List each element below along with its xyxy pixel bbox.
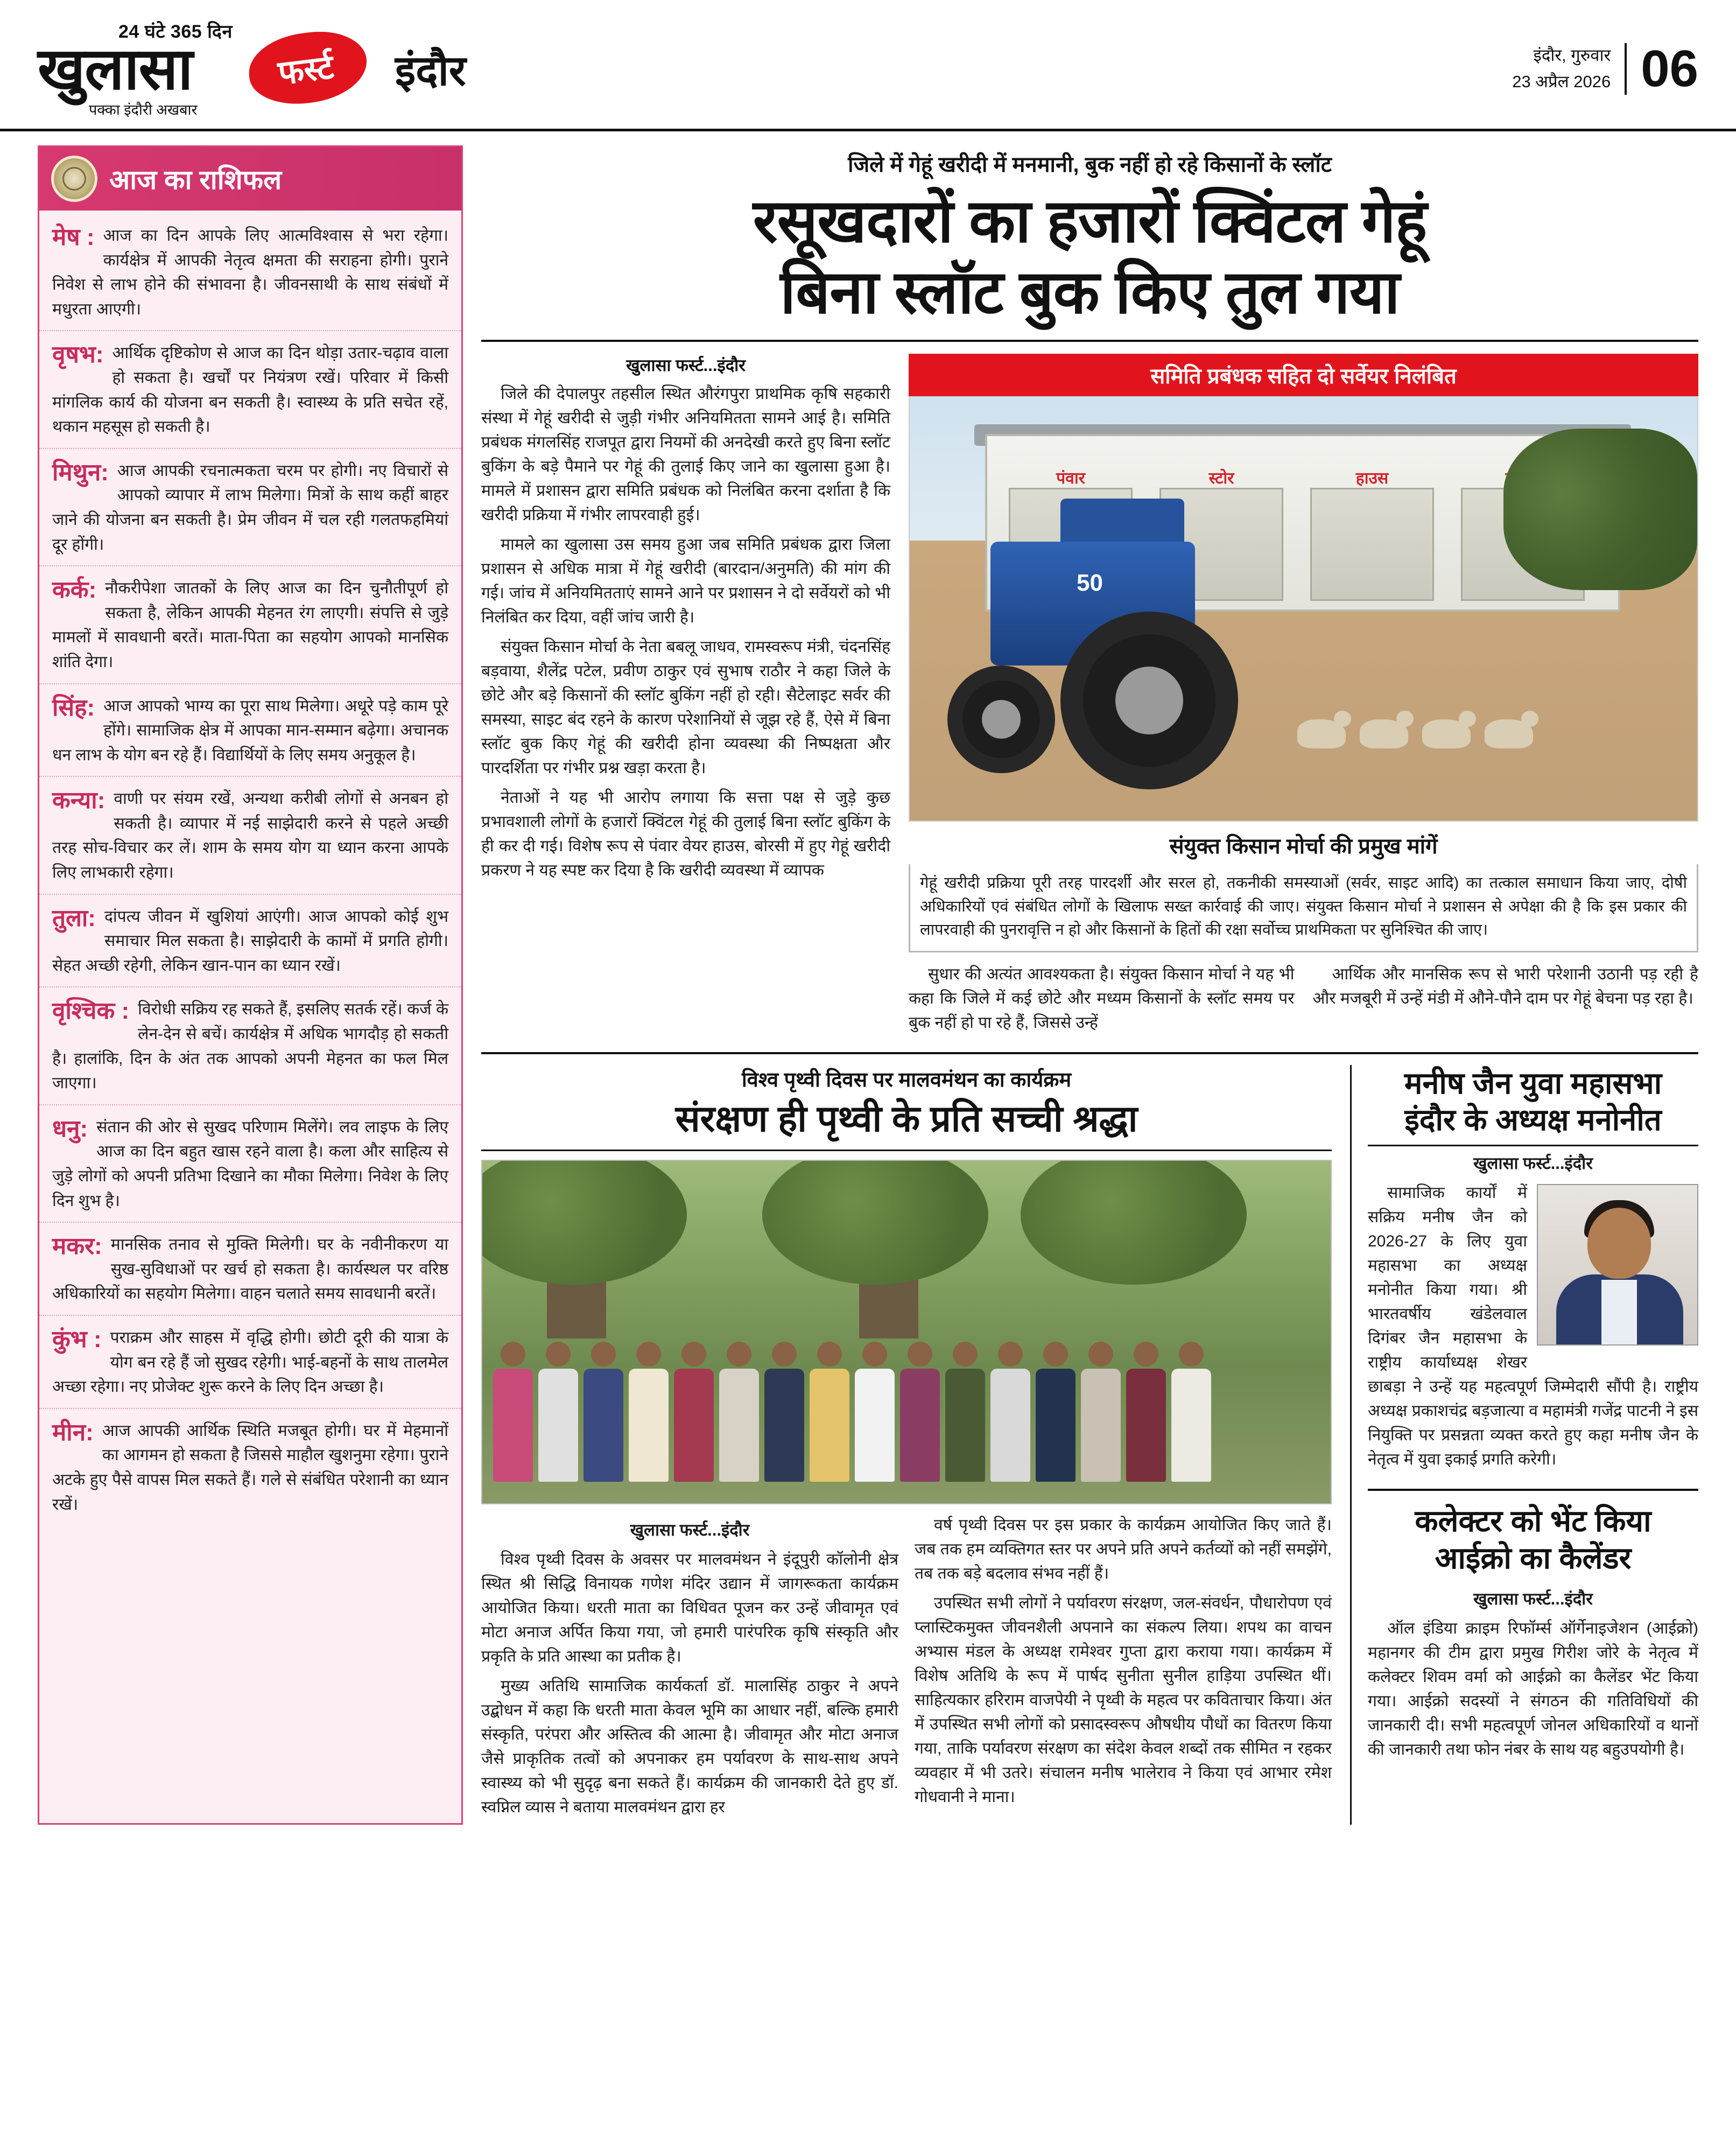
person-torso [629,1369,669,1482]
dateline-place: इंदौर, गुरुवार [1533,46,1611,65]
lead-continuation [481,952,1698,1040]
earth-day-paragraph: उपस्थित सभी लोगों ने पर्यावरण संरक्षण, जल-संवर्धन, पौधारोपण एवं प्लास्टिकमुक्त जीवनशैली अपनाने का संकल्प लिया। शपथ का वाचन अभ्यास मंडल के अध्यक्ष रामेश्वर गुप्ता द्वारा कराया गया। कार्यक्रम में विशेष अतिथि के रूप में पार्षद सुनीता सुनील हाड़िया उपस्थित थीं। साहित्यकार हरिराम वाजपेयी ने पृथ्वी के महत्व पर कविताचार किया। अंत में उपस्थित सभी लोगों को प्रसादस्वरूप औषधीय पौधों का वितरण किया गया, ताकि पर्यावरण संरक्षण का संदेश केवल शब्दों तक सीमित न रहकर व्यवहार में भी उतरे। संचालन मनीष भालेराव ने किया एवं आभार रमेश गोधवानी ने माना। [915,1594,1332,1806]
spacer-column [481,962,890,1040]
lead-paragraph: संयुक्त किसान मोर्चा के नेता बबलू जाधव, रामस्वरूप मंत्री, चंदनसिंह बड़वाया, शैलेंद्र पटेल, प्रवीण ठाकुर एवं सुभाष राठौर ने कहा जिले के छोटे और बड़े किसानों की स्लॉट बुकिंग नहीं हो रही। सैटेलाइट सर्वर की समस्या, साइट बंद रहने के कारण परेशानियों से जूझ रहे हैं, ऐसे में बिना स्लॉट बुक किए गेहूं की खरीदी होना व्यवस्था की निष्पक्षता और पारदर्शिता पर गंभीर प्रश्न खड़ा करता है। [481,638,890,777]
person-torso [674,1369,714,1482]
collector-headline [1368,1489,1698,1582]
lead-paragraph: नेताओं ने यह भी आरोप लगाया कि सत्ता पक्ष से जुड़े कुछ प्रभावशाली लोगों के हजारों क्विंटल गेहूं की तुलाई बिना स्लॉट बुकिंग के ही कर दी गई। विशेष रूप से पंवार वेयर हाउस, बोरसी में हुए गेहूं खरीदी प्रकरण ने यह स्पष्ट कर दिया है कि खरीदी व्यवस्था में व्यापक [481,789,890,880]
lead-photo [909,396,1698,822]
portrait-shirt [1601,1280,1637,1346]
horoscope-sign: तुला: [52,905,96,931]
lead-text-column [481,354,890,952]
horoscope-sign: कन्या: [52,787,106,814]
person-torso [538,1369,578,1482]
page-number: 06 [1625,43,1698,95]
lead-kicker: जिले में गेहूं खरीदी में मनमानी, बुक नहीं हो रहे किसानों के स्लॉट [848,153,1332,177]
earth-day-columns [481,1504,1332,1825]
photo-red-caption: समिति प्रबंधक सहित दो सर्वेयर निलंबित [909,354,1698,396]
tree-canopy [762,1160,988,1285]
person [855,1342,895,1482]
lead-headline-line1: रसूखदारों का हजारों क्विंटल गेहूं [753,187,1427,255]
person [1126,1342,1166,1482]
person-head [1179,1342,1204,1367]
list-item [39,987,461,1105]
person-torso [1126,1369,1166,1482]
horoscope-text: आज का दिन आपके लिए आत्मविश्वास से भरा रहेगा। कार्यक्षेत्र में आपकी नेतृत्व क्षमता की सराहना होगी। पुराने निवेश से लाभ होने की संभावना है। जीवनसाथी के साथ संबंधों में मधुरता आएगी। [52,227,448,318]
lead-paragraph: जिले की देपालपुर तहसील स्थित औरंगपुरा प्राथमिक कृषि सहकारी संस्था में गेहूं खरीदी से जुड़ी गंभीर अनियमितता सामने आई है। समिति प्रबंधक मंगलसिंह राजपूत द्वारा नियमों की अनदेखी करते हुए बिना स्लॉट बुकिंग के बड़े पैमाने पर गेहूं की तुलाई किए जाने का खुलासा हुआ है। मामले में प्रशासन द्वारा समिति प्रबंधक को निलंबित करना दर्शाता है कि खरीदी प्रक्रिया में गंभीर लापरवाही हुई। [481,385,890,524]
person-head [998,1342,1023,1367]
manish-jain-headline-line1: मनीष जैन युवा महासभा [1404,1066,1662,1100]
horoscope-sign: मिथुन: [52,459,109,486]
list-item [39,684,461,777]
earth-day-photo [481,1160,1332,1504]
tree-canopy [481,1160,687,1285]
person-torso [855,1369,895,1482]
person-torso [945,1369,985,1482]
lead-continuation-col2 [909,962,1295,1040]
person [900,1342,940,1482]
warehouse-sign-text: स्टोर [1208,470,1234,488]
list-item [39,1316,461,1409]
collector-headline-line2: आईक्रो का कैलेंडर [1435,1540,1632,1575]
demands-box [909,864,1698,952]
person [493,1342,533,1482]
person-torso [719,1369,759,1482]
tree-foliage [1503,429,1697,590]
horoscope-text: संतान की ओर से सुखद परिणाम मिलेंगे। लव लाइफ के लिए आज का दिन बहुत खास रहने वाला है। कला और साहित्य से जुड़े लोगों को अपनी प्रतिभा दिखाने का मौका मिलेगा। निवेश के लिए दिन शुभ है। [52,1118,448,1210]
lead-headline [481,186,1698,342]
person-head [681,1342,706,1367]
horoscope-sign: वृश्चिक : [52,998,130,1025]
list-item [39,331,461,449]
person [584,1342,623,1482]
right-rail [1350,1065,1698,1825]
warehouse-sign-text: हाउस [1355,470,1389,488]
logo-stamp-icon [241,29,370,109]
earth-day-kicker: विश्व पृथ्वी दिवस पर मालवमंथन का कार्यक्रम [741,1068,1072,1091]
horoscope-text: विरोधी सक्रिय रह सकते हैं, इसलिए सतर्क रहें। कर्ज के लेन-देन से बचें। कार्यक्षेत्र में अधिक भागदौड़ हो सकती है। हालांकि, दिन के अंत तक आपको अपनी मेहनत का फल मिल जाएगा। [52,1000,448,1092]
list-item [39,1105,461,1223]
collector-byline: खुलासा फर्स्ट...इंदौर [1473,1589,1593,1609]
demands-title: संयुक्त किसान मोर्चा की प्रमुख मांगें [909,822,1698,864]
horoscope-text: नौकरीपेशा जातकों के लिए आज का दिन चुनौतीपूर्ण हो सकता है, लेकिन आपकी मेहनत रंग लाएगी। संपत्ति से जुड़े मामलों में सावधानी बरतें। माता-पिता का सहयोग आपको मानसिक शांति देगा। [52,579,448,671]
earth-day-paragraph: मुख्य अतिथि सामाजिक कार्यकर्ता डॉ. मालासिंह ठाकुर ने अपने उद्बोधन में कहा कि धरती माता केवल भूमि का आधार नहीं, बल्कि हमारी संस्कृति, परंपरा और अस्तित्व की आत्मा है। जीवामृत और मोटा अनाज जैसे प्राकृतिक तत्वों को अपनाकर हम पर्यावरण के साथ-साथ अपने स्वास्थ्य को भी सुदृढ़ बना सकते हैं। कार्यक्रम की जानकारी देते हुए डॉ. स्वप्निल व्यास ने बताया मालवमंथन द्वारा हर [481,1677,898,1817]
person-head [908,1342,932,1367]
person-torso [990,1369,1030,1482]
person-head [953,1342,978,1367]
newspaper-logo [38,18,233,119]
warehouse-door [1310,488,1434,601]
horoscope-text: आज आपकी रचनात्मकता चरम पर होगी। नए विचारों से आपको व्यापार में लाभ मिलेगा। मित्रों के साथ कहीं बाहर जाने की योजना बन सकती है। प्रेम जीवन में चल रही गलतफहमियां दूर होंगी। [52,461,448,553]
horoscope-text: आर्थिक दृष्टिकोण से आज का दिन थोड़ा उतार-चढ़ाव वाला हो सकता है। खर्चों पर नियंत्रण रखें। परिवार में किसी मांगलिक कार्य की योजना बन सकती है। स्वास्थ्य के प्रति सचेत रहें, थकान महसूस हो सकती है। [52,344,448,436]
horoscope-list [39,211,461,1531]
person-head [727,1342,751,1367]
zodiac-wheel-icon [51,156,97,202]
earth-day-byline: खुलासा फर्स्ट...इंदौर [630,1521,750,1540]
list-item [39,449,461,566]
earth-day-col1 [481,1513,898,1825]
warehouse-sign-text: पंवार [1056,470,1085,488]
person [1081,1342,1121,1482]
horoscope-text: दांपत्य जीवन में खुशियां आएंगी। आज आपको कोई शुभ समाचार मिल सकता है। साझेदारी के कामों में प्रगति होगी। सेहत अच्छी रहेगी, लेकिन खान-पान का ध्यान रखें। [52,907,448,975]
person-torso [764,1369,804,1482]
person [990,1342,1030,1482]
earth-day-headline: संरक्षण ही पृथ्वी के प्रति सच्ची श्रद्धा [481,1093,1332,1152]
tree-canopy [1021,1160,1247,1285]
page-content [0,131,1736,1825]
person [629,1342,669,1482]
person-head [1088,1342,1113,1367]
horoscope-title: आज का राशिफल [109,165,282,195]
person-torso [1036,1369,1076,1482]
masthead-dateline [1512,43,1611,94]
person-torso [1081,1369,1121,1482]
horoscope-text: वाणी पर संयम रखें, अन्यथा करीबी लोगों से अनबन हो सकती है। व्यापार में नई साझेदारी करने से पहले अच्छी तरह सोच-विचार कर लें। शाम के समय योग या ध्यान करना आपके लिए लाभकारी रहेगा। [52,790,448,882]
horoscope-sign: कर्क: [52,577,97,604]
animal [1297,719,1346,748]
person-head [1134,1342,1158,1367]
person [1171,1342,1211,1482]
horoscope-sign: कुंभ : [52,1326,102,1353]
manish-jain-portrait [1537,1184,1698,1346]
list-item [39,895,461,988]
demands-text: गेहूं खरीदी प्रक्रिया पूरी तरह पारदर्शी और सरल हो, तकनीकी समस्याओं (सर्वर, साइट आदि) का तत्काल समाधान किया जाए, दोषी अधिकारियों एवं संबंधित लोगों के खिलाफ सख्त कार्रवाई की जाए। संयुक्त किसान मोर्चा ने प्रशासन से अपेक्षा की है कि इस प्रकार की लापरवाही की पुनरावृत्ति न हो और किसानों के हितों की रक्षा सर्वोच्च प्राथमिकता पर सुनिश्चित की जाए। [920,874,1687,939]
person-head [636,1342,661,1367]
lead-paragraph: आर्थिक और मानसिक रूप से भारी परेशानी उठानी पड़ रही है और मजबूरी में उन्हें मंडी में औने-पौने दाम पर गेहूं बेचना पड़ रहा है। [1312,965,1698,1007]
person [1036,1342,1076,1482]
animals-group [1297,719,1533,748]
person [810,1342,849,1482]
person-torso [810,1369,849,1482]
manish-jain-headline [1368,1065,1698,1147]
person [719,1342,759,1482]
person-head [591,1342,616,1367]
person-head [1043,1342,1068,1367]
earth-day-story [481,1065,1332,1825]
lead-continuation-col3 [1313,962,1699,1040]
person-head [862,1342,887,1367]
lead-paragraph: मामले का खुलासा उस समय हुआ जब समिति प्रबंधक द्वारा जिला प्रशासन से अधिक मात्रा में गेहूं खरीदी (बारदान/अनुमति) की मांग की गई। जांच में अनियमितताएं सामने आने पर प्रशासन ने दो सर्वेयरों को भी निलंबित कर दिया, वहीं जांच जारी है। [481,536,890,627]
earth-day-col2 [915,1513,1332,1825]
person-torso [900,1369,940,1482]
animal [1485,719,1533,748]
list-item [39,1223,461,1316]
list-item [39,214,461,331]
person-torso [493,1369,533,1482]
manish-jain-text: सामाजिक कार्यों में सक्रिय मनीष जैन को 2026-27 के लिए युवा महासभा का अध्यक्ष मनोनीत किया गया। श्री भारतवर्षीय खंडेलवाल दिगंबर जैन महासभा के राष्ट्रीय कार्याध्यक्ष शेखर छाबड़ा ने उन्हें यह महत्वपूर्ण जिम्मेदारी सौंपी है। राष्ट्रीय अध्यक्ष प्रकाशचंद्र बड़जात्या व महामंत्री गजेंद्र पाटनी ने इस नियुक्ति पर प्रसन्नता व्यक्त करते हुए कहा मनीष जैन के नेतृत्व में युवा इकाई प्रगति करेगी। [1368,1184,1698,1469]
manish-jain-byline: खुलासा फर्स्ट...इंदौर [1473,1154,1593,1173]
list-item [39,1409,461,1525]
person [538,1342,578,1482]
person-head [501,1342,525,1367]
horoscope-header [39,147,461,211]
manish-jain-body [1368,1181,1698,1477]
main-column [481,145,1698,1825]
person [764,1342,804,1482]
horoscope-sign: मेष : [52,224,95,250]
person-head [817,1342,842,1367]
edition-city: इंदौर [395,46,466,94]
horoscope-text: आज आपको भाग्य का पूरा साथ मिलेगा। अधूरे पड़े काम पूरे होंगे। सामाजिक क्षेत्र में आपका मान-सम्मान बढ़ेगा। अचानक धन लाभ के योग बन रहे हैं। विद्यार्थियों के लिए समय अनुकूल है। [52,697,448,764]
stamp-text: फर्स्ट [276,48,336,92]
earth-day-paragraph: वर्ष पृथ्वी दिवस पर इस प्रकार के कार्यक्रम आयोजित किए जाते हैं। जब तक हम व्यक्तिगत स्तर पर अपने प्रति अपने कर्तव्यों को नहीं समझेंगे, तब तक बड़े बदलाव संभव नहीं हैं। [915,1516,1332,1583]
dateline-date: 23 अप्रैल 2026 [1512,72,1611,91]
horoscope-sign: सिंह: [52,694,95,721]
masthead-right [1512,39,1698,97]
lead-photo-column [909,354,1698,952]
horoscope-sign: मकर: [52,1233,102,1260]
person-head [546,1342,571,1367]
bottom-section [481,1054,1698,1825]
collector-text: ऑल इंडिया क्राइम रिफॉर्म्स ऑर्गेनाइजेशन (आईक्रो) महानगर की टीम द्वारा प्रमुख गिरीश जोरे के नेतृत्व में कलेक्टर शिवम वर्मा को आईक्रो का कैलेंडर भेंट किया गया। आईक्रो सदस्यों ने संगठन की गतिविधियों की जानकारी दी। सभी महत्वपूर्ण जोनल अधिकारियों व थानों की जानकारी तथा फोन नंबर के साथ यह बहुउपयोगी है। [1368,1620,1698,1759]
animal [1360,719,1408,748]
lead-body-wrap [481,342,1698,952]
animal [1422,719,1471,748]
earth-day-paragraph: विश्व पृथ्वी दिवस के अवसर पर मालवमंथन ने इंदूपुरी कॉलोनी क्षेत्र स्थित श्री सिद्धि विनायक गणेश मंदिर उद्यान में जागरूकता कार्यक्रम आयोजित किया। धरती माता का विधिवत पूजन कर उन्हें जीवामृत एवं मोटा अनाज अर्पित किया गया, जो हमारी पारंपरिक कृषि संस्कृति और प्रकृति के प्रति आस्था का प्रतीक है। [481,1551,898,1666]
person [945,1342,985,1482]
logo-tagline-bottom: पक्का इंदौरी अखबार [89,102,198,118]
tractor-rear-wheel [1060,612,1238,789]
person-torso [1171,1369,1211,1482]
portrait-face [1587,1208,1651,1279]
horoscope-text: मानसिक तनाव से मुक्ति मिलेगी। घर के नवीनीकरण या सुख-सुविधाओं पर खर्च हो सकता है। कार्यस्थल पर वरिष्ठ अधिकारियों का सहयोग मिलेगा। वाहन चलाते समय सावधानी बरतें। [52,1236,448,1303]
person [674,1342,714,1482]
tractor [926,531,1260,811]
tractor-front-wheel [947,665,1055,773]
lead-headline-line2: बिना स्लॉट बुक किए तुल गया [780,258,1400,326]
person-head [772,1342,797,1367]
horoscope-sidebar [38,145,463,1825]
logo-title: खुलासा [38,36,193,101]
lead-paragraph: सुधार की अत्यंत आवश्यकता है। संयुक्त किसान मोर्चा ने यह भी कहा कि जिले में कई छोटे और मध्यम किसानों के स्लॉट समय पर बुक नहीं हो पा रहे हैं, जिससे उन्हें [909,965,1295,1032]
person-torso [584,1369,623,1482]
logo-tagline-top: 24 घंटे 365 दिन [118,22,233,42]
lead-byline: खुलासा फर्स्ट...इंदौर [626,356,746,375]
masthead-left [38,18,466,119]
tractor-number: 50 [1077,570,1103,597]
people-group [493,1342,1320,1482]
list-item [39,566,461,684]
horoscope-text: पराक्रम और साहस में वृद्धि होगी। छोटी दूरी की यात्रा के योग बन रहे हैं जो सुखद रहेगी। भाई-बहनों के साथ तालमेल अच्छा रहेगा। नए प्रोजेक्ट शुरू करने के लिए दिन अच्छा है। [52,1328,448,1396]
horoscope-sign: धनु: [52,1115,88,1142]
horoscope-sign: मीन: [52,1419,94,1446]
collector-headline-line1: कलेक्टर को भेंट किया [1415,1504,1651,1538]
list-item [39,777,461,894]
horoscope-sign: वृषभ: [52,341,104,368]
masthead [0,0,1736,131]
horoscope-text: आज आपकी आर्थिक स्थिति मजबूत होगी। घर में मेहमानों का आगमन हो सकता है जिससे माहौल खुशनुमा रहेगा। पुराने अटके हुए पैसे वापस मिल सकते हैं। गले से संबंधित परेशानी का ध्यान रखें। [52,1421,448,1514]
manish-jain-headline-line2: इंदौर के अध्यक्ष मनोनीत [1404,1103,1662,1137]
